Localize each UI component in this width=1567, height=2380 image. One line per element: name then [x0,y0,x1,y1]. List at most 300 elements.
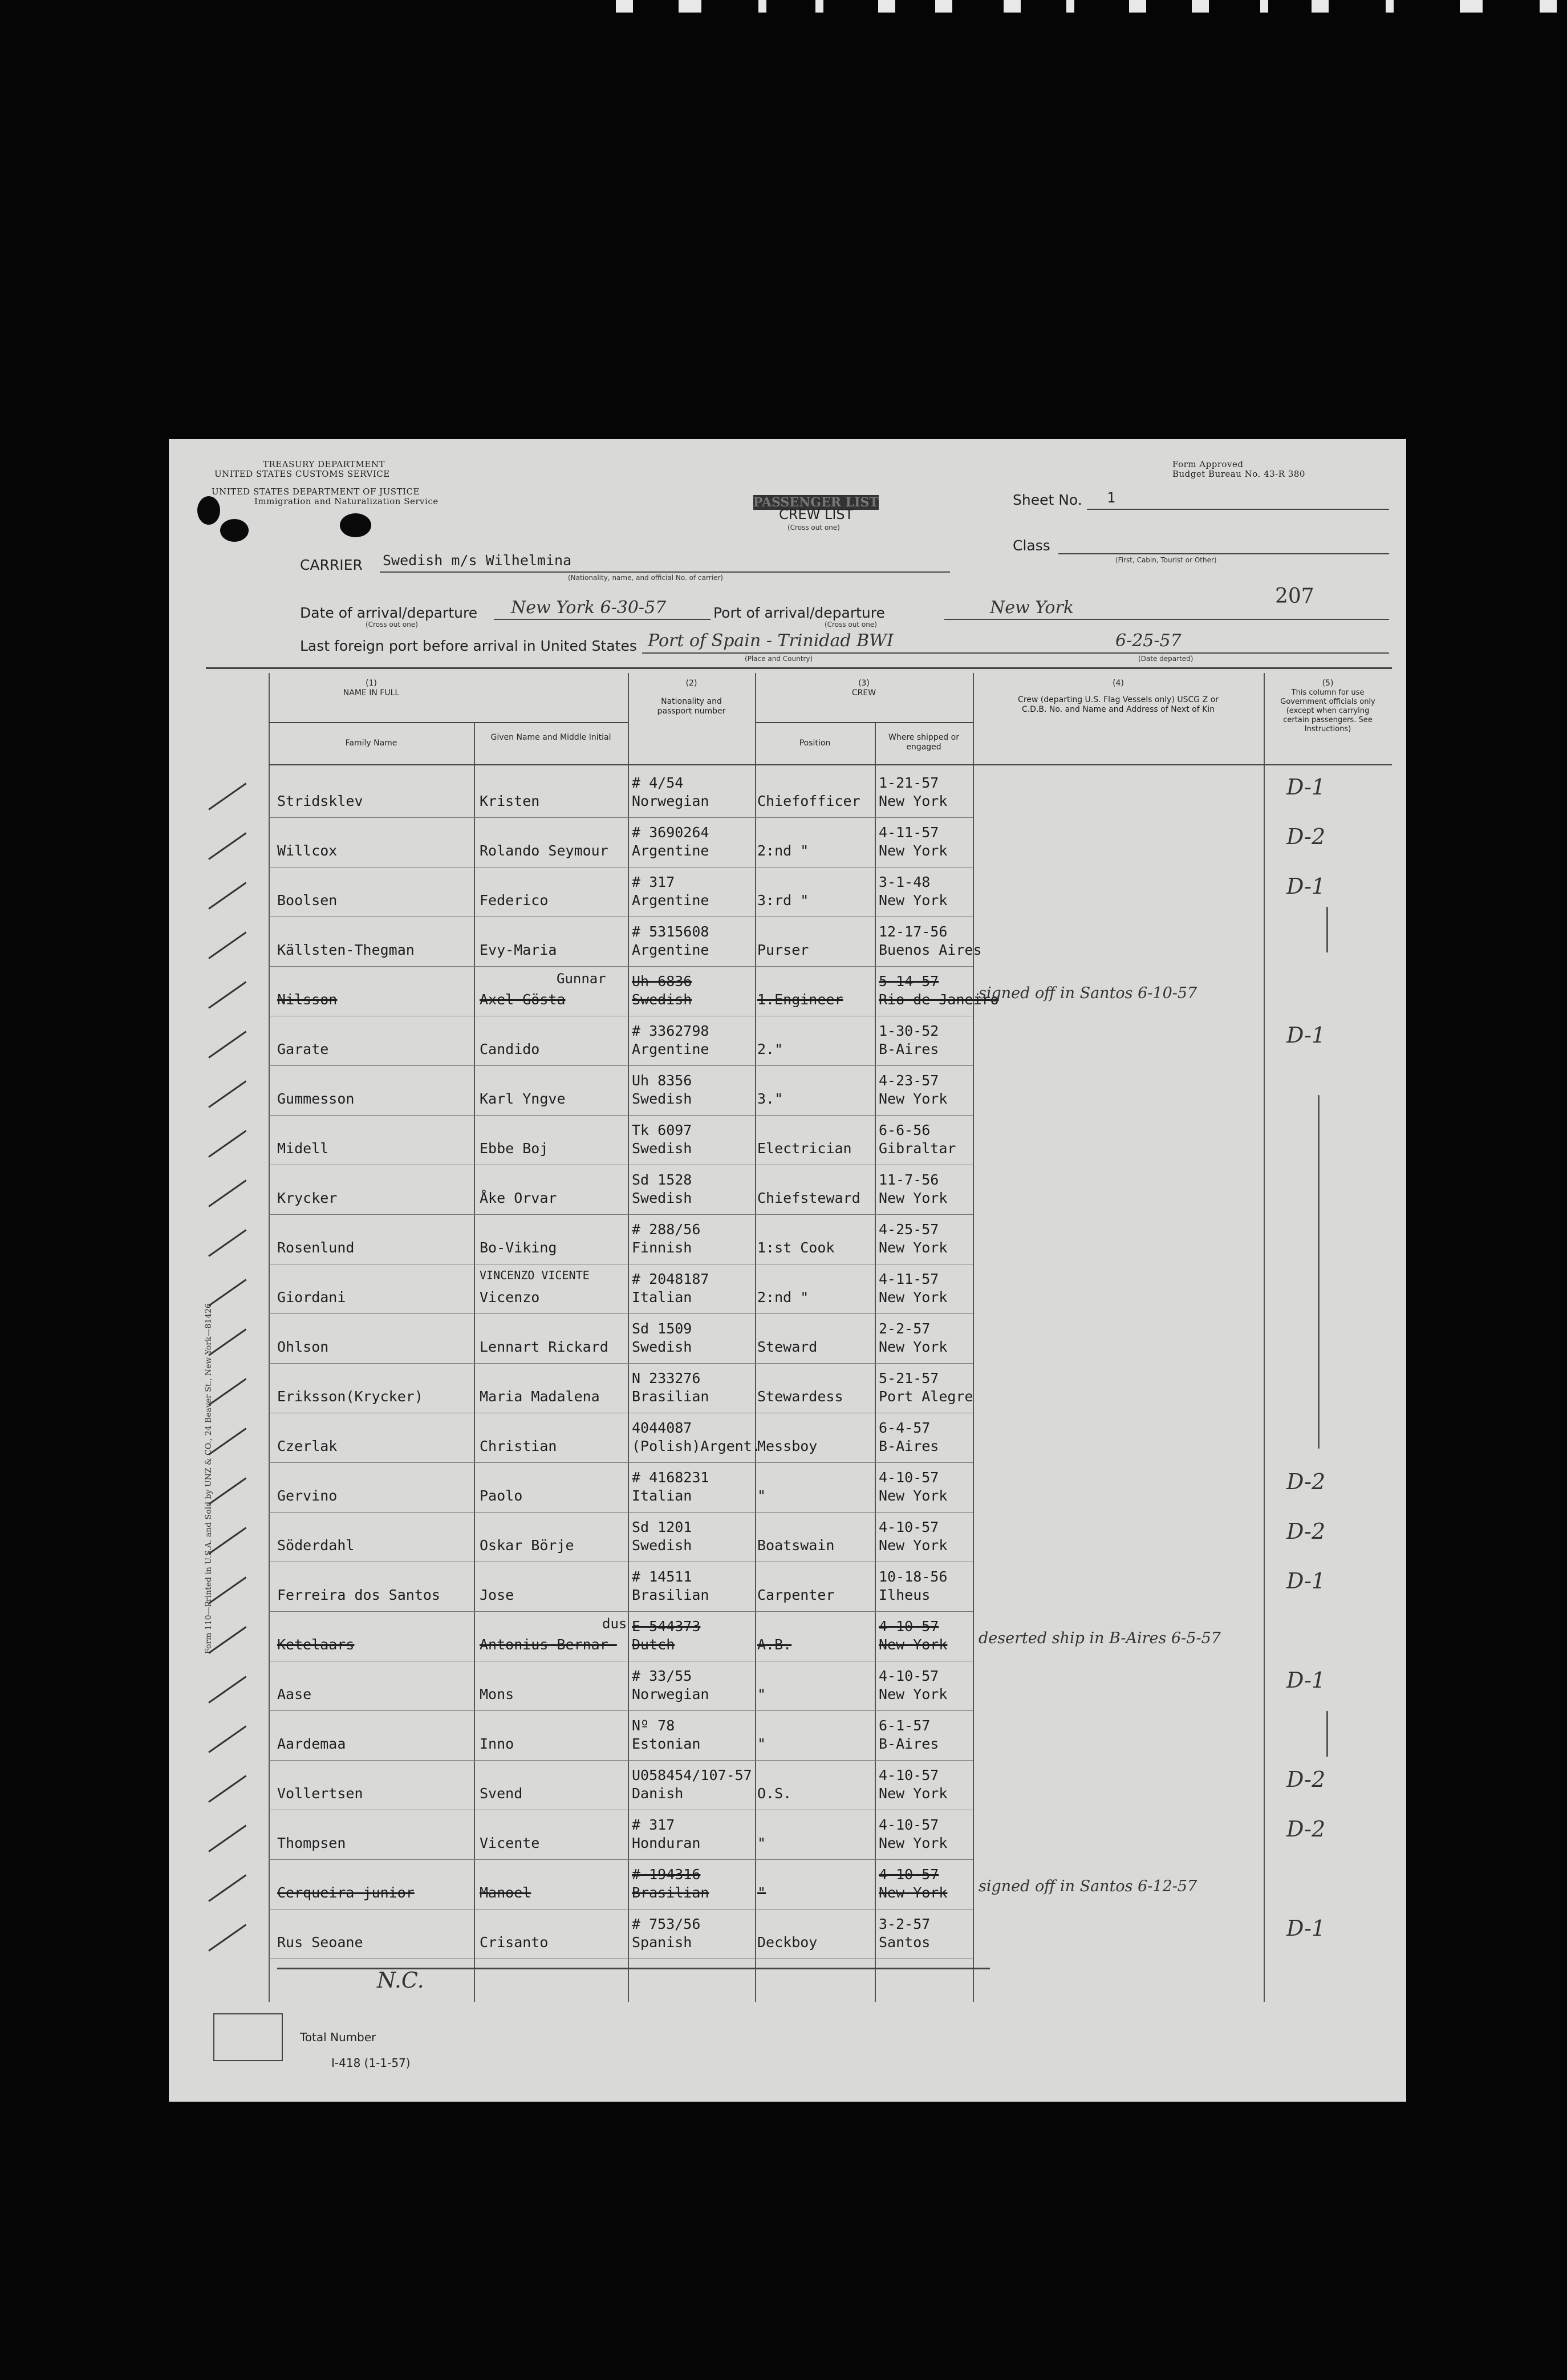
shipped-place-cell: Gibraltar [879,1140,956,1157]
family-name-cell: Aardemaa [277,1736,346,1752]
shipped-place-cell: B-Aires [879,1041,939,1057]
check-tick [208,1229,246,1256]
shipped-date-cell: 4-10-57 [879,1519,939,1535]
row-rule [269,1512,973,1513]
check-tick [208,1328,246,1356]
nationality-cell: Finnish [632,1239,692,1256]
check-tick [208,1676,246,1703]
shipped-place-cell: New York [879,1487,948,1504]
table-row [169,1712,1406,1761]
family-name-cell: Ferreira dos Santos [277,1587,440,1603]
passport-cell: Sd 1509 [632,1320,692,1337]
passenger-list-crossed: PASSENGER LIST [753,495,879,510]
stamp-number: 207 [1275,585,1314,608]
shipped-date-cell: 6-6-56 [879,1122,931,1138]
table-row [169,1612,1406,1662]
shipped-place-cell: New York [879,1686,948,1702]
passport-cell: # 2048187 [632,1271,709,1287]
nationality-cell: Brasilian [632,1884,709,1901]
form-number: I-418 (1-1-57) [331,2056,411,2070]
position-cell: Carpenter [757,1587,835,1603]
passport-cell: # 3690264 [632,824,709,841]
check-tick [208,1279,246,1306]
nationality-cell: Dutch [632,1636,675,1653]
date-label: Date of arrival/departure [300,605,478,621]
official-disposition-mark: D-1 [1286,775,1326,800]
date-departed-note: (Date departed) [1138,655,1193,663]
row-rule [269,1214,973,1215]
family-name-cell: Ketelaars [277,1636,355,1653]
rule [494,619,711,620]
last-port-date: 6-25-57 [1115,631,1182,651]
given-name-cell: Manoel [480,1884,531,1901]
given-name-cell: Evy-Maria [480,942,557,958]
shipped-place-cell: New York [879,1785,948,1802]
family-name-cell: Giordani [277,1289,346,1305]
family-name-cell: Gummesson [277,1090,355,1107]
row-rule [269,966,973,967]
table-row [169,1364,1406,1414]
shipped-date-cell: 4-23-57 [879,1072,939,1089]
carrier-value: Swedish m/s Wilhelmina [383,552,572,569]
nationality-cell: Honduran [632,1835,701,1851]
row-rule [269,1611,973,1612]
place-note: (Place and Country) [745,655,813,663]
given-name-cell: Crisanto [480,1934,549,1951]
family-name-cell: Källsten-Thegman [277,942,415,958]
row-rule [269,1760,973,1761]
shipped-place-cell: New York [879,1289,948,1305]
check-tick [208,1576,246,1604]
passport-cell: # 33/55 [632,1668,692,1684]
family-name-cell: Rosenlund [277,1239,355,1256]
shipped-date-cell: 2-2-57 [879,1320,931,1337]
ink-blot [220,519,249,542]
nationality-cell: Swedish [632,991,692,1008]
family-name-cell: Eriksson(Krycker) [277,1388,423,1405]
carrier-label: CARRIER [300,557,363,573]
passport-cell: Tk 6097 [632,1122,692,1138]
family-name-cell: Cerqueira junior [277,1884,415,1901]
position-cell: " [757,1884,766,1901]
position-cell: Deckboy [757,1934,818,1951]
family-name-cell: Söderdahl [277,1537,355,1554]
passport-cell: # 4/54 [632,775,684,791]
position-cell: " [757,1736,766,1752]
justice-heading: UNITED STATES DEPARTMENT OF JUSTICE [212,486,420,497]
given-name-cell: Bo-Viking [480,1239,557,1256]
shipped-place-cell: Ilheus [879,1587,931,1603]
nationality-cell: Italian [632,1289,692,1305]
table-row [169,868,1406,918]
table-row [169,967,1406,1017]
header-bottom-rule [269,764,1392,765]
nationality-cell: Swedish [632,1339,692,1355]
shipped-date-cell: 6-4-57 [879,1420,931,1436]
check-tick [208,1477,246,1505]
given-name-cell: Inno [480,1736,514,1752]
shipped-place-cell: Buenos Aires [879,942,982,958]
col2-heading [628,679,755,716]
given-name-cell: Axel Gösta [480,991,566,1008]
position-cell: 1:st Cook [757,1239,835,1256]
shipped-place-cell: Rio de Janeiro [879,991,999,1008]
treasury-heading: TREASURY DEPARTMENT [263,459,385,469]
row-rule [269,1363,973,1364]
passport-cell: # 3362798 [632,1023,709,1039]
passport-cell: # 288/56 [632,1221,701,1238]
cross-out-note: (Cross out one) [787,524,840,532]
official-disposition-mark: D-2 [1286,1519,1326,1544]
given-name-cell: Kristen [480,793,540,809]
table-row [169,769,1406,818]
shipped-date-cell: 1-30-52 [879,1023,939,1039]
family-name-cell: Czerlak [277,1438,338,1454]
passport-cell: Sd 1201 [632,1519,692,1535]
ink-blot [340,513,371,537]
shipped-date-cell: 12-17-56 [879,923,948,940]
col1-number: (1) [366,679,377,688]
col1-heading [269,679,474,698]
table-row [169,1463,1406,1513]
given-name-cell: Vicente [480,1835,540,1851]
check-tick [208,832,246,859]
official-disposition-mark: D-2 [1286,1767,1326,1792]
shipped-place-cell: B-Aires [879,1736,939,1752]
carrier-note: (Nationality, name, and official No. of carrier) [568,574,723,582]
nationality-cell: Swedish [632,1090,692,1107]
given-name-cell: Antonius Bernar- [480,1636,617,1653]
given-name-cell: Christian [480,1438,557,1454]
shipped-place-cell: New York [879,1090,948,1107]
position-cell: Boatswain [757,1537,835,1554]
family-name-cell: Rus Seoane [277,1934,363,1951]
given-name-heading: Given Name and Middle Initial [490,733,611,742]
nationality-cell: Argentine [632,892,709,909]
row-rule [269,1115,973,1116]
table-row [169,1017,1406,1067]
official-initials: N.C. [377,1968,424,1993]
nationality-cell: Swedish [632,1190,692,1206]
class-label: Class [1013,537,1050,554]
table-row [169,1166,1406,1215]
family-name-cell: Gervino [277,1487,338,1504]
table-row [169,1414,1406,1463]
passport-cell: # 4168231 [632,1469,709,1486]
bracket-mark [1318,1095,1320,1449]
check-tick [208,1775,246,1802]
printer-imprint: Form 110—Printed in U.S.A. and Sold by UNZ & CO., 24 Beaver St., New York—81426 [204,1303,213,1654]
position-cell: " [757,1835,766,1851]
given-name-cell: Rolando Seymour [480,842,608,859]
shipped-date-cell: 4-10-57 [879,1469,939,1486]
shipped-date-cell: 4-10-57 [879,1618,939,1635]
col1-title: NAME IN FULL [343,688,400,698]
rule [944,619,1389,620]
shipped-date-cell: 4-10-57 [879,1866,939,1883]
family-name-cell: Krycker [277,1190,338,1206]
shipped-place-cell: New York [879,1537,948,1554]
col3-heading [755,679,973,698]
check-tick [208,1626,246,1653]
family-name-cell: Ohlson [277,1339,329,1355]
shipped-place-cell: New York [879,1884,948,1901]
official-disposition-mark: D-1 [1286,874,1326,899]
given-name-cell: Jose [480,1587,514,1603]
passport-cell: # 317 [632,1817,675,1833]
col4-heading [973,679,1264,715]
family-name-cell: Garate [277,1041,329,1057]
family-name-cell: Vollertsen [277,1785,363,1802]
table-row [169,918,1406,967]
table-row [169,818,1406,868]
passport-cell: U058454/107-57 [632,1767,752,1783]
total-box [213,2013,283,2061]
given-name-cell: Svend [480,1785,523,1802]
table-row [169,1761,1406,1811]
overwritten-correction: dus [602,1616,627,1632]
position-cell: Chiefofficer [757,793,860,809]
nationality-cell: Norwegian [632,1686,709,1702]
given-name-cell: Paolo [480,1487,523,1504]
shipped-date-cell: 5-14-57 [879,973,939,990]
nationality-cell: Argentine [632,842,709,859]
row-rule [269,1462,973,1463]
class-note: (First, Cabin, Tourist or Other) [1115,556,1217,564]
shipped-date-cell: 10-18-56 [879,1568,948,1585]
shipped-place-cell: New York [879,892,948,909]
customs-heading: UNITED STATES CUSTOMS SERVICE [214,469,390,479]
nationality-cell: Swedish [632,1537,692,1554]
position-cell: Stewardess [757,1388,843,1405]
shipped-date-cell: 4-11-57 [879,824,939,841]
shipped-place-cell: New York [879,1636,948,1653]
family-name-cell: Stridsklev [277,793,363,809]
departure-note: signed off in Santos 6-10-57 [979,984,1197,1002]
shipped-place-cell: Santos [879,1934,931,1951]
check-tick [208,1824,246,1852]
table-row [169,1265,1406,1315]
passport-cell: Uh 8356 [632,1072,692,1089]
passport-cell: Sd 1528 [632,1171,692,1188]
position-cell: 3." [757,1090,784,1107]
ins-heading: Immigration and Naturalization Service [254,496,439,506]
given-name-cell: Lennart Rickard [480,1339,608,1355]
row-rule [269,1859,973,1860]
family-name-cell: Boolsen [277,892,338,909]
shipped-date-cell: 3-2-57 [879,1916,931,1932]
check-tick [208,882,246,909]
cross-out-note: (Cross out one) [366,621,418,629]
position-cell: 2:nd " [757,842,809,859]
passport-cell: # 194316 [632,1866,701,1883]
passport-cell: Uh 6836 [632,973,692,990]
form-approved: Form Approved [1172,459,1244,469]
shipped-place-cell: B-Aires [879,1438,939,1454]
shipped-date-cell: 4-10-57 [879,1817,939,1833]
nationality-cell: Argentine [632,1041,709,1057]
family-name-cell: Midell [277,1140,329,1157]
shipped-date-cell: 4-10-57 [879,1767,939,1783]
departure-note: signed off in Santos 6-12-57 [979,1878,1197,1895]
nationality-cell: Italian [632,1487,692,1504]
given-name-cell: Karl Yngve [480,1090,566,1107]
departure-note: deserted ship in B-Aires 6-5-57 [979,1629,1221,1647]
row-rule [269,1065,973,1066]
position-cell: Chiefsteward [757,1190,860,1206]
position-cell: 2." [757,1041,784,1057]
nationality-cell: Brasilian [632,1388,709,1405]
crew-list-title: CREW LIST [779,506,854,522]
budget-bureau: Budget Bureau No. 43-R 380 [1172,469,1305,479]
given-name-cell: Vicenzo [480,1289,540,1305]
overwritten-correction: Gunnar [557,971,606,987]
table-row [169,1910,1406,1960]
col3-title: CREW [851,688,876,698]
official-disposition-mark: D-2 [1286,1817,1326,1842]
nationality-cell: Spanish [632,1934,692,1951]
total-label: Total Number [300,2030,376,2044]
passport-cell: # 753/56 [632,1916,701,1932]
rule [380,571,950,573]
check-tick [208,931,246,959]
family-name-cell: Willcox [277,842,338,859]
where-heading: Where shipped or engaged [888,733,959,752]
given-name-cell: Federico [480,892,549,909]
col5-title: This column for use Government officials only (except when carrying certain passengers. See Instructions) [1280,688,1375,733]
shipped-date-cell: 1-21-57 [879,775,939,791]
rule [1087,509,1389,510]
row-rule [269,817,973,818]
port-value: New York [990,598,1074,618]
position-cell: A.B. [757,1636,792,1653]
shipped-place-cell: New York [879,842,948,859]
sheet-label: Sheet No. [1013,492,1082,508]
shipped-date-cell: 4-10-57 [879,1668,939,1684]
rule [642,652,1389,654]
last-port-value: Port of Spain - Trinidad BWI [648,631,894,651]
table-row [169,1563,1406,1612]
port-label: Port of arrival/departure [713,605,885,621]
passport-cell: # 317 [632,874,675,890]
position-cell: O.S. [757,1785,792,1802]
given-name-cell: Åke Orvar [480,1190,557,1206]
given-name-cell: Oskar Börje [480,1537,574,1554]
shipped-place-cell: New York [879,1190,948,1206]
shipped-date-cell: 6-1-57 [879,1717,931,1734]
rule [755,722,973,723]
rule [1058,553,1389,554]
crew-list-form [169,439,1406,2102]
col2-number: (2) [685,679,697,688]
check-tick [208,1179,246,1207]
passport-cell: # 14511 [632,1568,692,1585]
shipped-place-cell: New York [879,1835,948,1851]
passport-cell: E 544373 [632,1618,701,1635]
shipped-date-cell: 11-7-56 [879,1171,939,1188]
table-row [169,1811,1406,1860]
ink-blot [197,496,220,525]
check-tick [208,1725,246,1753]
nationality-cell: Danish [632,1785,684,1802]
bracket-mark [1326,1711,1328,1757]
overwritten-correction: VINCENZO VICENTE [480,1268,590,1282]
shipped-place-cell: Port Alegre [879,1388,973,1405]
film-edge-marks [570,0,1567,23]
col5-heading [1264,679,1392,734]
check-tick [208,782,246,810]
check-tick [208,1378,246,1405]
nationality-cell: Norwegian [632,793,709,809]
last-port-label: Last foreign port before arrival in United States [300,638,637,654]
table-row [169,1860,1406,1910]
check-tick [208,1924,246,1951]
given-name-cell: Candido [480,1041,540,1057]
col4-number: (4) [1113,679,1124,688]
table-row [169,1662,1406,1712]
position-cell: 3:rd " [757,892,809,909]
position-heading: Position [799,739,831,748]
family-name-cell: Nilsson [277,991,338,1008]
nationality-cell: Estonian [632,1736,701,1752]
nationality-cell: Swedish [632,1140,692,1157]
check-tick [208,1080,246,1108]
table-row [169,1315,1406,1364]
passport-cell: Nº 78 [632,1717,675,1734]
col2-title: Nationality and passport number [657,697,726,716]
row-rule [269,1313,973,1314]
table-row [169,1116,1406,1166]
given-name-cell: Ebbe Boj [480,1140,549,1157]
sheet-number: 1 [1107,489,1116,506]
official-disposition-mark: D-1 [1286,1023,1326,1048]
shipped-place-cell: New York [879,793,948,809]
check-tick [208,1031,246,1058]
position-cell: Purser [757,942,809,958]
shipped-date-cell: 3-1-48 [879,874,931,890]
passport-cell: 4044087 [632,1420,692,1436]
family-name-heading: Family Name [345,739,397,748]
position-cell: Electrician [757,1140,852,1157]
official-disposition-mark: D-1 [1286,1568,1326,1594]
nationality-cell: Brasilian [632,1587,709,1603]
table-row [169,1513,1406,1563]
shipped-date-cell: 5-21-57 [879,1370,939,1386]
official-disposition-mark: D-1 [1286,1668,1326,1693]
table-row [169,1067,1406,1116]
cross-out-note: (Cross out one) [825,621,877,629]
passport-cell: # 5315608 [632,923,709,940]
official-disposition-mark: D-1 [1286,1916,1326,1941]
shipped-place-cell: New York [879,1239,948,1256]
nationality-cell: (Polish)Argent. [632,1438,761,1454]
col5-number: (5) [1322,679,1334,688]
nationality-cell: Argentine [632,942,709,958]
check-tick [208,1874,246,1901]
check-tick [208,1527,246,1554]
check-tick [208,981,246,1008]
position-cell: " [757,1686,766,1702]
rule [269,722,628,723]
shipped-place-cell: New York [879,1339,948,1355]
position-cell: Messboy [757,1438,818,1454]
check-tick [208,1428,246,1455]
table-top-rule [206,667,1392,669]
shipped-date-cell: 4-11-57 [879,1271,939,1287]
position-cell: " [757,1487,766,1504]
position-cell: 1.Engineer [757,991,843,1008]
col3-number: (3) [858,679,870,688]
